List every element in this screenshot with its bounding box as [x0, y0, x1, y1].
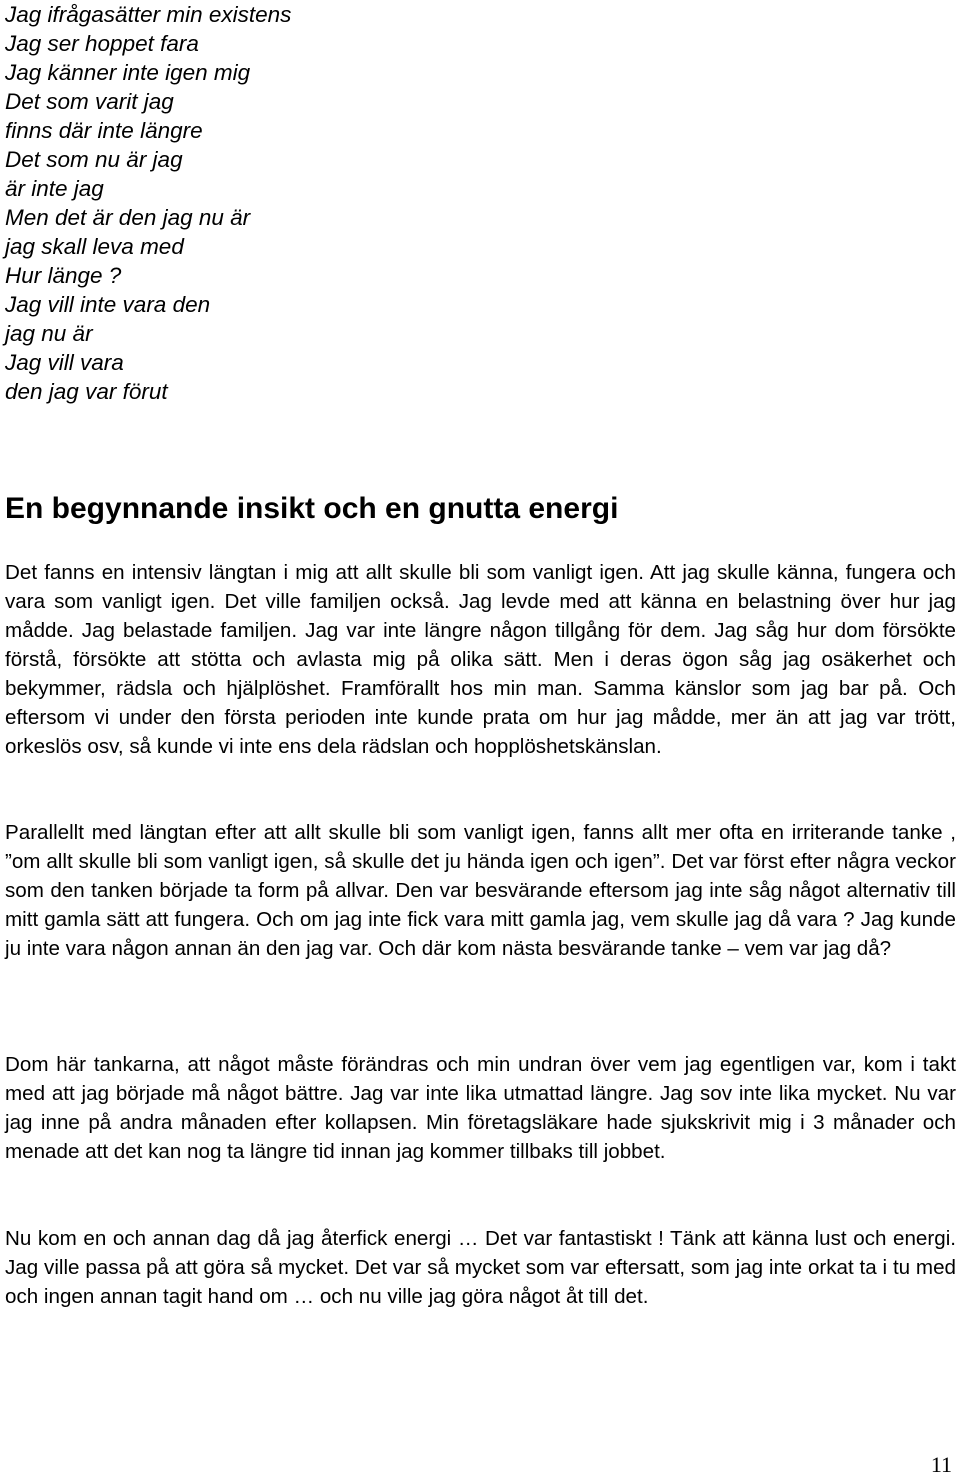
- paragraph-3: Dom här tankarna, att något måste förändras och min undran över vem jag egentligen var, kom i takt med att jag började må något bättre. Jag var inte lika utmattad längre. Jag sov inte lika mycket. Nu var jag inne på andra månaden efter kollapsen. Min företagsläkare hade sjukskrivit mig i 3 månader och menade att det kan nog ta längre tid innan jag kommer tillbaks till jobbet.: [5, 1053, 956, 1163]
- poem-line: Jag känner inte igen mig: [5, 60, 251, 85]
- poem-line: Det som nu är jag: [5, 147, 183, 172]
- poem-line: Jag ifrågasätter min existens: [5, 2, 292, 27]
- paragraph-1: Det fanns en intensiv längtan i mig att allt skulle bli som vanligt igen. Att jag skulle känna, fungera och vara som vanligt igen. Det ville familjen också. Jag levde med att känna en belastning över hur jag mådde. Jag belastade familjen. Jag var inte längre någon tillgång för dem. Jag såg hur dom försökte förstå, försökte att stötta och avlasta mig på olika sätt. Men i deras ögon såg jag osäkerhet och bekymmer, rädsla och hjälplöshet. Framförallt hos min man. Samma känslor som jag bar på. Och eftersom vi under den första perioden inte kunde prata om hur jag mådde, mer än att jag var trött, orkeslös osv, så kunde vi inte ens dela rädslan och hopplöshetskänslan.: [5, 561, 956, 758]
- poem-line: Jag ser hoppet fara: [5, 31, 199, 56]
- page-number: 11: [930, 1452, 952, 1477]
- paragraph-2: Parallellt med längtan efter att allt skulle bli som vanligt igen, fanns allt mer ofta en irriterande tanke , ”om allt skulle bli som vanligt igen, så skulle det ju hända igen och igen”. Det var först efter några veckor som den tanken började ta form på allvar. Den var besvärande eftersom jag inte såg något alternativ till mitt gamla sätt att fungera. Och om jag inte fick vara mitt gamla jag, vem skulle jag då vara ? Jag kunde ju inte vara någon annan än den jag var. Och där kom nästa besvärande tanke – vem var jag då?: [5, 821, 956, 960]
- poem-line: Hur länge ?: [5, 263, 122, 288]
- poem-line: är inte jag: [5, 176, 104, 201]
- poem-line: finns där inte längre: [5, 118, 203, 143]
- poem-line: jag nu är: [5, 321, 93, 346]
- poem-line: jag skall leva med: [5, 234, 184, 259]
- poem-line: den jag var förut: [5, 379, 168, 404]
- poem-line: Det som varit jag: [5, 89, 174, 114]
- poem-line: Men det är den jag nu är: [5, 205, 251, 230]
- poem-line: Jag vill inte vara den: [5, 292, 211, 317]
- poem-line: Jag vill vara: [5, 350, 124, 375]
- section-heading: En begynnande insikt och en gnutta energi: [5, 492, 619, 525]
- poem: [5, 0, 605, 406]
- paragraph-4: Nu kom en och annan dag då jag återfick energi … Det var fantastiskt ! Tänk att känna lust och energi. Jag ville passa på att göra så mycket. Det var så mycket som var eftersatt, som jag inte orkat ta i tu med och ingen annan tagit hand om … och nu ville jag göra något åt till det.: [5, 1227, 956, 1308]
